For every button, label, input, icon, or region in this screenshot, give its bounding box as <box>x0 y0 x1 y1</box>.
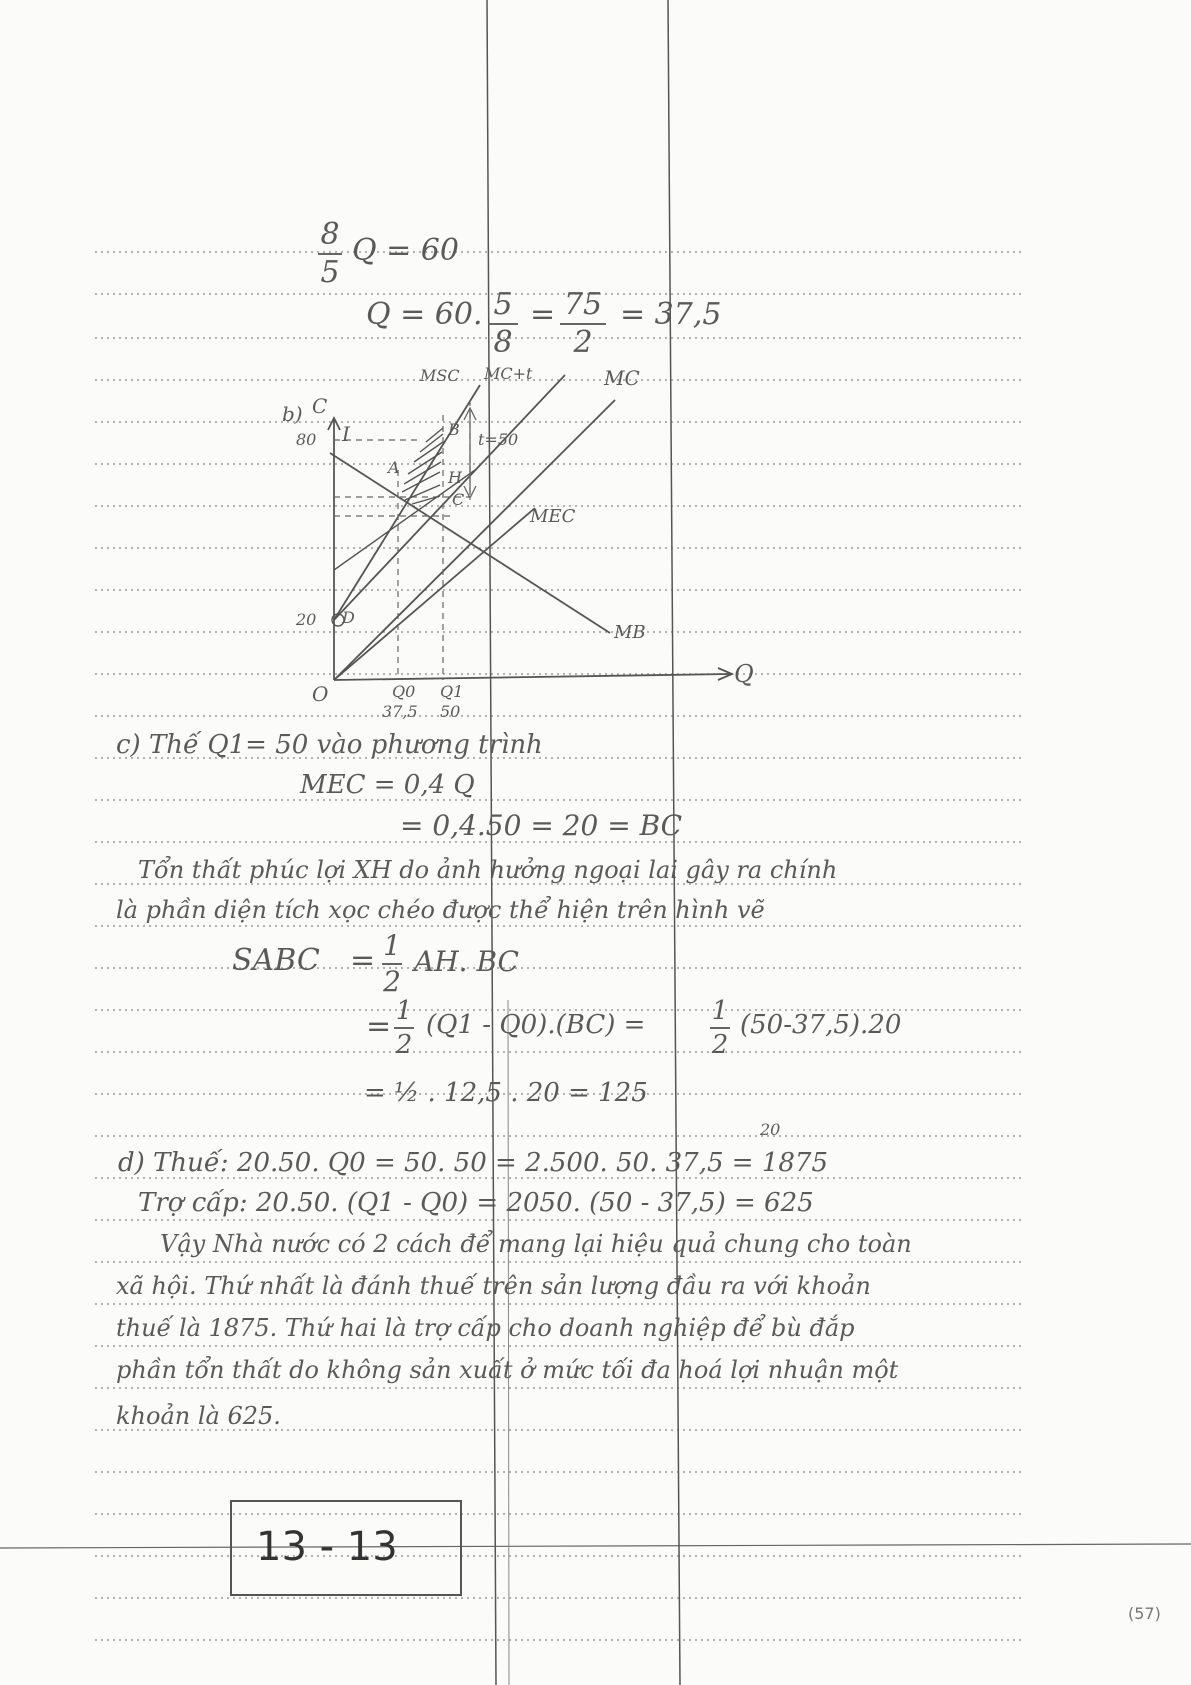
part-b-label: b) <box>282 402 303 426</box>
part-c-line-7-fraction-2: 1 2 <box>711 996 729 1060</box>
part-d-line-5: thuế là 1875. Thứ hai là trợ cấp cho doanh nghiệp để bù đắp <box>116 1314 855 1342</box>
point-d-label: D <box>342 608 355 627</box>
part-c-line-1: c) Thế Q1= 50 vào phương trình <box>116 730 543 760</box>
tax-label: t=50 <box>478 430 519 449</box>
boxed-note <box>230 1500 462 1596</box>
q1-value: 50 <box>440 702 461 721</box>
part-d-line-2: Trợ cấp: 20.50. (Q1 - Q0) = 2050. (50 - 37,5) = 625 <box>138 1188 814 1218</box>
point-a-label: A <box>388 458 400 477</box>
point-h-label: H <box>448 468 462 487</box>
sabc-label: SABC <box>232 943 320 978</box>
part-d-line-3: Vậy Nhà nước có 2 cách để mang lại hiệu quả chung cho toàn <box>160 1230 912 1258</box>
sabc-fraction: 1 2 <box>383 929 401 998</box>
q1-label: Q1 <box>440 682 464 701</box>
y-axis-label: C <box>312 394 328 418</box>
fold-line <box>0 1544 1191 1548</box>
point-b-label: B <box>448 420 460 439</box>
sabc-equals: = <box>350 943 376 978</box>
curve-mc-t-label: MC+t <box>484 364 533 383</box>
part-c-line-7-mid: (Q1 - Q0).(BC) = <box>426 1010 646 1040</box>
part-c-line-4: Tổn thất phúc lợi XH do ảnh hưởng ngoại lai gây ra chính <box>138 856 838 884</box>
part-d-line-6: phần tổn thất do không sản xuất ở mức tối đa hoá lợi nhuận một <box>116 1356 899 1384</box>
part-c-line-7-rest: (50-37,5).20 <box>740 1010 902 1040</box>
part-c-line-3: = 0,4.50 = 20 = BC <box>400 809 683 842</box>
part-c-line-8: = ½ . 12,5 . 20 = 125 <box>364 1078 648 1108</box>
graph-hatching <box>402 428 443 504</box>
part-d-note-20: 20 <box>760 1120 781 1139</box>
part-d-line-7: khoản là 625. <box>116 1402 281 1430</box>
tick-80: 80 <box>296 430 317 449</box>
tick-20: 20 <box>296 610 317 629</box>
fraction-8-5: 8 5 <box>318 220 342 288</box>
point-c-label: C <box>452 490 465 509</box>
q0-value: 37,5 <box>382 702 418 721</box>
graph-guides <box>334 400 470 680</box>
part-d-line-4: xã hội. Thứ nhất là đánh thuế trên sản lượng đầu ra với khoản <box>116 1272 871 1300</box>
curve-mb-label: MB <box>614 622 646 643</box>
equation-line-2-mid: = <box>530 297 556 332</box>
origin-label: O <box>312 682 329 706</box>
part-c-line-2: MEC = 0,4 Q <box>300 770 475 800</box>
page-number: (57) <box>1128 1604 1161 1623</box>
part-c-line-7-fraction: 1 2 <box>395 996 413 1060</box>
sabc-rest: AH. BC <box>414 945 519 978</box>
boxed-note-text: 13 - 13 <box>256 1524 398 1570</box>
part-d-line-1: d) Thuế: 20.50. Q0 = 50. 50 = 2.500. 50. 37,5 = 1875 <box>118 1148 828 1178</box>
part-c-line-7-eq: = <box>366 1009 392 1044</box>
part-c-line-5: là phần diện tích xọc chéo được thể hiện trên hình vẽ <box>116 896 765 924</box>
fraction-75-2: 75 2 <box>560 290 606 358</box>
q0-label: Q0 <box>392 682 416 701</box>
equation-line-2-lhs: Q = 60. <box>366 297 483 332</box>
curve-msc-label: MSC <box>420 366 460 385</box>
point-i-label: I <box>342 422 350 446</box>
x-axis-label: Q <box>734 660 754 688</box>
fraction-5-8: 5 8 <box>488 290 518 358</box>
curve-mec-label: MEC <box>530 506 576 527</box>
equation-line-1: Q = 60 <box>352 233 459 268</box>
equation-line-2-rhs: = 37,5 <box>620 297 722 332</box>
curve-mc-label: MC <box>604 366 640 390</box>
